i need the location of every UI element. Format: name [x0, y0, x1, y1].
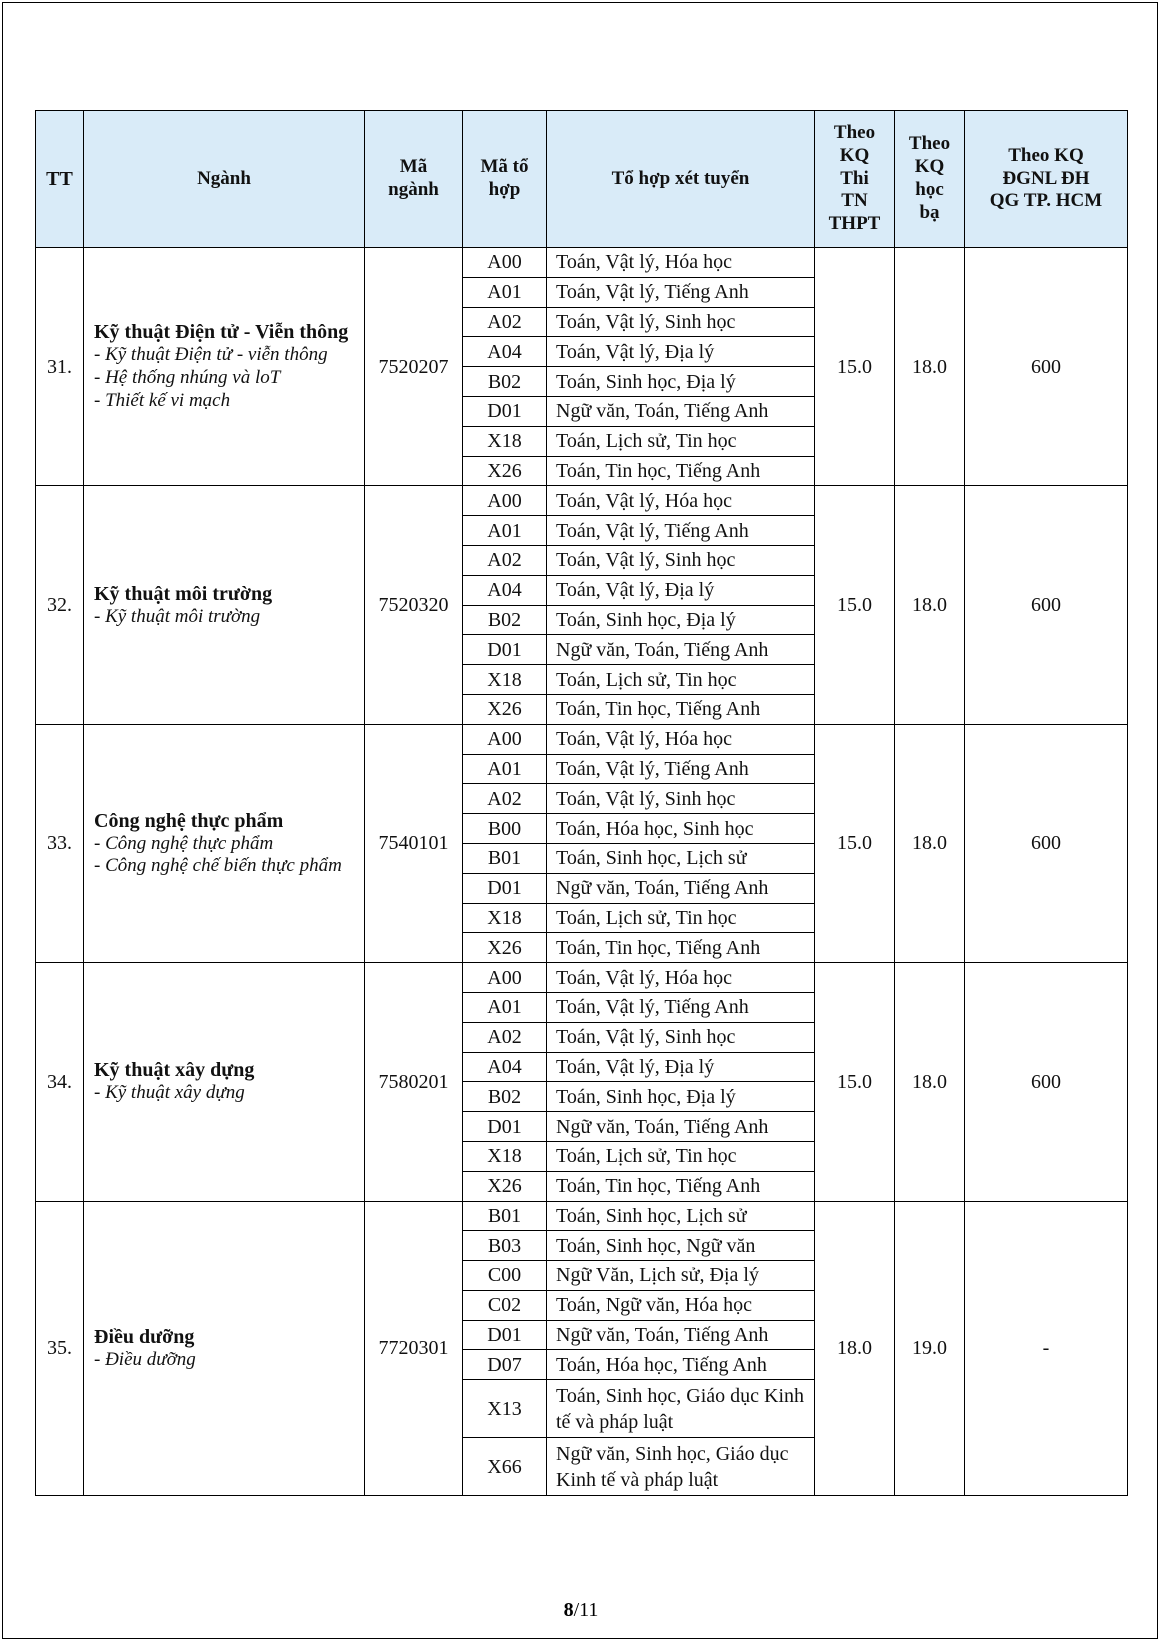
major-name: Công nghệ thực phẩm	[94, 809, 284, 832]
score-thpt: 15.0	[815, 963, 895, 1201]
combo-subjects: Toán, Vật lý, Hóa học	[547, 724, 815, 754]
header-tt: TT	[36, 111, 84, 248]
combo-code: B01	[463, 843, 547, 873]
specialization: - Kỹ thuật xây dựng	[94, 1082, 245, 1104]
score-thpt: 18.0	[815, 1201, 895, 1496]
combo-code: B02	[463, 605, 547, 635]
combo-code: A01	[463, 992, 547, 1022]
combo-subjects: Toán, Hóa học, Sinh học	[547, 814, 815, 844]
combo-subjects: Toán, Sinh học, Địa lý	[547, 605, 815, 635]
row-number: 34.	[36, 963, 84, 1201]
score-hoc-ba: 18.0	[895, 963, 965, 1201]
combo-code: B01	[463, 1201, 547, 1231]
combo-code: C00	[463, 1261, 547, 1291]
header-ma-to-hop: Mã tổ hợp	[463, 111, 547, 248]
combo-code: A04	[463, 575, 547, 605]
combo-subjects: Toán, Vật lý, Sinh học	[547, 307, 815, 337]
score-dgnl: 600	[965, 724, 1128, 962]
combo-subjects: Toán, Tin học, Tiếng Anh	[547, 456, 815, 486]
combo-subjects: Toán, Tin học, Tiếng Anh	[547, 1171, 815, 1201]
combo-subjects: Toán, Sinh học, Lịch sử	[547, 1201, 815, 1231]
page-current: 8	[563, 1599, 574, 1621]
combo-subjects: Toán, Vật lý, Sinh học	[547, 1022, 815, 1052]
table-row	[36, 486, 1128, 516]
combo-code: A00	[463, 724, 547, 754]
combo-code: X18	[463, 1141, 547, 1171]
combo-subjects: Ngữ văn, Toán, Tiếng Anh	[547, 1320, 815, 1350]
combo-subjects: Toán, Vật lý, Tiếng Anh	[547, 277, 815, 307]
combo-code: A01	[463, 516, 547, 546]
score-dgnl: 600	[965, 248, 1128, 486]
header-hoc-ba: Theo KQ học bạ	[895, 111, 965, 248]
score-hoc-ba: 18.0	[895, 724, 965, 962]
major-name: Kỹ thuật xây dựng	[94, 1059, 255, 1082]
header-dgnl: Theo KQ ĐGNL ĐH QG TP. HCM	[965, 111, 1128, 248]
combo-subjects: Toán, Ngữ văn, Hóa học	[547, 1290, 815, 1320]
combo-subjects: Toán, Sinh học, Địa lý	[547, 1082, 815, 1112]
major-cell	[84, 486, 365, 724]
combo-code: A01	[463, 277, 547, 307]
combo-subjects: Toán, Vật lý, Tiếng Anh	[547, 754, 815, 784]
specialization: - Thiết kế vi mạch	[94, 390, 231, 412]
combo-subjects: Toán, Tin học, Tiếng Anh	[547, 933, 815, 963]
major-code: 7520320	[365, 486, 463, 724]
page-number	[0, 1599, 1162, 1622]
header-thpt: Theo KQ Thi TN THPT	[815, 111, 895, 248]
combo-code: X18	[463, 665, 547, 695]
combo-code: A00	[463, 248, 547, 278]
major-name: Kỹ thuật môi trường	[94, 582, 273, 605]
combo-subjects: Toán, Hóa học, Tiếng Anh	[547, 1350, 815, 1380]
combo-subjects: Toán, Sinh học, Giáo dục Kinh tế và pháp luật	[547, 1380, 815, 1438]
combo-code: X26	[463, 456, 547, 486]
combo-code: D01	[463, 1112, 547, 1142]
combo-code: B02	[463, 367, 547, 397]
row-number: 35.	[36, 1201, 84, 1496]
score-dgnl: 600	[965, 963, 1128, 1201]
score-thpt: 15.0	[815, 248, 895, 486]
combo-subjects: Toán, Vật lý, Tiếng Anh	[547, 992, 815, 1022]
combo-code: D01	[463, 873, 547, 903]
combo-code: A04	[463, 337, 547, 367]
combo-subjects: Toán, Vật lý, Hóa học	[547, 248, 815, 278]
combo-subjects: Ngữ văn, Toán, Tiếng Anh	[547, 873, 815, 903]
combo-subjects: Toán, Vật lý, Hóa học	[547, 963, 815, 993]
combo-subjects: Toán, Vật lý, Hóa học	[547, 486, 815, 516]
major-name: Điều dưỡng	[94, 1325, 195, 1348]
combo-code: B00	[463, 814, 547, 844]
specialization: - Công nghệ thực phẩm	[94, 832, 274, 854]
combo-code: X26	[463, 694, 547, 724]
combo-code: X13	[463, 1380, 547, 1438]
combo-subjects: Ngữ văn, Toán, Tiếng Anh	[547, 396, 815, 426]
table-row	[36, 724, 1128, 754]
combo-code: X26	[463, 933, 547, 963]
combo-subjects: Ngữ Văn, Lịch sử, Địa lý	[547, 1261, 815, 1291]
combo-code: D01	[463, 1320, 547, 1350]
combo-subjects: Toán, Vật lý, Sinh học	[547, 784, 815, 814]
combo-subjects: Ngữ văn, Toán, Tiếng Anh	[547, 1112, 815, 1142]
combo-code: A02	[463, 545, 547, 575]
combo-code: A00	[463, 486, 547, 516]
combo-code: A04	[463, 1052, 547, 1082]
combo-code: D01	[463, 635, 547, 665]
major-code: 7580201	[365, 963, 463, 1201]
specialization: - Công nghệ chế biến thực phẩm	[94, 855, 342, 877]
major-name: Kỹ thuật Điện tử - Viễn thông	[94, 321, 349, 344]
row-number: 33.	[36, 724, 84, 962]
score-dgnl: -	[965, 1201, 1128, 1496]
specialization: - Điều dưỡng	[94, 1348, 196, 1370]
table-body	[36, 248, 1128, 1496]
score-hoc-ba: 18.0	[895, 486, 965, 724]
combo-subjects: Toán, Lịch sử, Tin học	[547, 665, 815, 695]
specialization: - Hệ thống nhúng và loT	[94, 367, 281, 389]
combo-subjects: Toán, Vật lý, Địa lý	[547, 1052, 815, 1082]
combo-subjects: Toán, Lịch sử, Tin học	[547, 903, 815, 933]
combo-code: A00	[463, 963, 547, 993]
page-total: /11	[573, 1599, 599, 1621]
combo-code: D01	[463, 396, 547, 426]
combo-code: X66	[463, 1438, 547, 1496]
combo-subjects: Toán, Vật lý, Sinh học	[547, 545, 815, 575]
combo-subjects: Toán, Lịch sử, Tin học	[547, 426, 815, 456]
combo-subjects: Toán, Tin học, Tiếng Anh	[547, 694, 815, 724]
combo-subjects: Ngữ văn, Toán, Tiếng Anh	[547, 635, 815, 665]
major-cell	[84, 1201, 365, 1496]
combo-code: X18	[463, 426, 547, 456]
table-row	[36, 248, 1128, 278]
combo-subjects: Ngữ văn, Sinh học, Giáo dục Kinh tế và pháp luật	[547, 1438, 815, 1496]
combo-code: A02	[463, 784, 547, 814]
combo-code: X18	[463, 903, 547, 933]
major-cell	[84, 724, 365, 962]
admissions-table	[35, 110, 1128, 1496]
row-number: 31.	[36, 248, 84, 486]
header-to-hop: Tổ hợp xét tuyển	[547, 111, 815, 248]
score-hoc-ba: 18.0	[895, 248, 965, 486]
combo-subjects: Toán, Vật lý, Địa lý	[547, 337, 815, 367]
combo-code: B02	[463, 1082, 547, 1112]
combo-subjects: Toán, Vật lý, Địa lý	[547, 575, 815, 605]
table-header-row	[36, 111, 1128, 248]
header-ma-nganh: Mã ngành	[365, 111, 463, 248]
specialization: - Kỹ thuật môi trường	[94, 605, 261, 627]
score-hoc-ba: 19.0	[895, 1201, 965, 1496]
combo-subjects: Toán, Sinh học, Lịch sử	[547, 843, 815, 873]
table-row	[36, 1201, 1128, 1231]
combo-code: A02	[463, 307, 547, 337]
major-cell	[84, 248, 365, 486]
table-row	[36, 963, 1128, 993]
combo-code: A02	[463, 1022, 547, 1052]
major-code: 7520207	[365, 248, 463, 486]
score-thpt: 15.0	[815, 724, 895, 962]
major-cell	[84, 963, 365, 1201]
combo-code: D07	[463, 1350, 547, 1380]
combo-code: A01	[463, 754, 547, 784]
score-thpt: 15.0	[815, 486, 895, 724]
specialization: - Kỹ thuật Điện tử - viễn thông	[94, 344, 328, 366]
combo-code: X26	[463, 1171, 547, 1201]
combo-subjects: Toán, Vật lý, Tiếng Anh	[547, 516, 815, 546]
major-code: 7720301	[365, 1201, 463, 1496]
major-code: 7540101	[365, 724, 463, 962]
combo-subjects: Toán, Lịch sử, Tin học	[547, 1141, 815, 1171]
combo-code: B03	[463, 1231, 547, 1261]
combo-code: C02	[463, 1290, 547, 1320]
combo-subjects: Toán, Sinh học, Ngữ văn	[547, 1231, 815, 1261]
combo-subjects: Toán, Sinh học, Địa lý	[547, 367, 815, 397]
score-dgnl: 600	[965, 486, 1128, 724]
header-nganh: Ngành	[84, 111, 365, 248]
row-number: 32.	[36, 486, 84, 724]
